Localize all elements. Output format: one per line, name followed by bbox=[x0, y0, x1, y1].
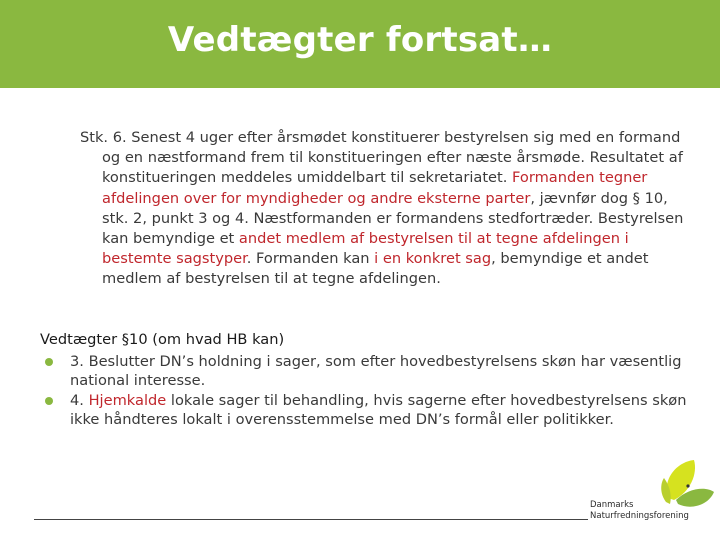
stk6-highlight-3: i en konkret sag bbox=[374, 250, 492, 268]
bullet-icon bbox=[45, 397, 53, 405]
list-item-text bbox=[70, 392, 687, 429]
stk6-highlight-2: andet medlem af bestyrelsen til at tegne afdelingen i bestemte sagstyper bbox=[102, 230, 629, 268]
stk6-text-2: , jævnfør dog § 10, stk. 2, punkt 3 og 4. Næstformanden er formandens stedfortræder. Bestyrelsen kan bemyndige et bbox=[102, 189, 684, 248]
list-item-highlight: Hjemkalde bbox=[88, 391, 167, 409]
stk6-paragraph bbox=[80, 128, 690, 290]
stk6-text bbox=[80, 128, 690, 290]
stk6-highlight-1: Formanden tegner afdelingen over for myndigheder og andre eksterne parter bbox=[102, 169, 648, 207]
list-item bbox=[40, 391, 700, 430]
footer-divider bbox=[34, 519, 588, 520]
section10-list bbox=[40, 352, 700, 430]
list-item-rest: lokale sager til behandling, hvis sagerne efter hovedbestyrelsens skøn ikke håndteres lokalt i overensstemmelse med DN’s formål eller politikker. bbox=[70, 391, 687, 428]
stk6-text-3: . Formanden kan bbox=[246, 250, 375, 268]
list-item bbox=[40, 352, 700, 391]
stk6-text-1: Stk. 6. Senest 4 uger efter årsmødet konstituerer bestyrelsen sig med en formand og en næstformand frem til konstitueringen efter næste årsmøde. Resultatet af konstitueringen meddeles umiddelbart til sekretariatet. bbox=[80, 129, 683, 187]
section10-heading: Vedtægter §10 (om hvad HB kan) bbox=[40, 331, 285, 348]
logo-line1: Danmarks bbox=[590, 500, 634, 510]
stk6-text-4: , bemyndige et andet medlem af bestyrelsen til at tegne afdelingen. bbox=[102, 250, 649, 288]
slide-header bbox=[0, 0, 720, 88]
list-item-text: 3. Beslutter DN’s holdning i sager, som efter hovedbestyrelsens skøn har væsentlig national interesse. bbox=[70, 352, 682, 389]
list-item-prefix: 4. bbox=[70, 391, 89, 409]
slide-title: Vedtægter fortsat… bbox=[167, 20, 553, 60]
logo-line2: Naturfredningsforening bbox=[590, 511, 689, 521]
section10-block bbox=[40, 330, 700, 430]
bullet-icon bbox=[45, 358, 53, 366]
logo-wordmark bbox=[590, 500, 689, 522]
